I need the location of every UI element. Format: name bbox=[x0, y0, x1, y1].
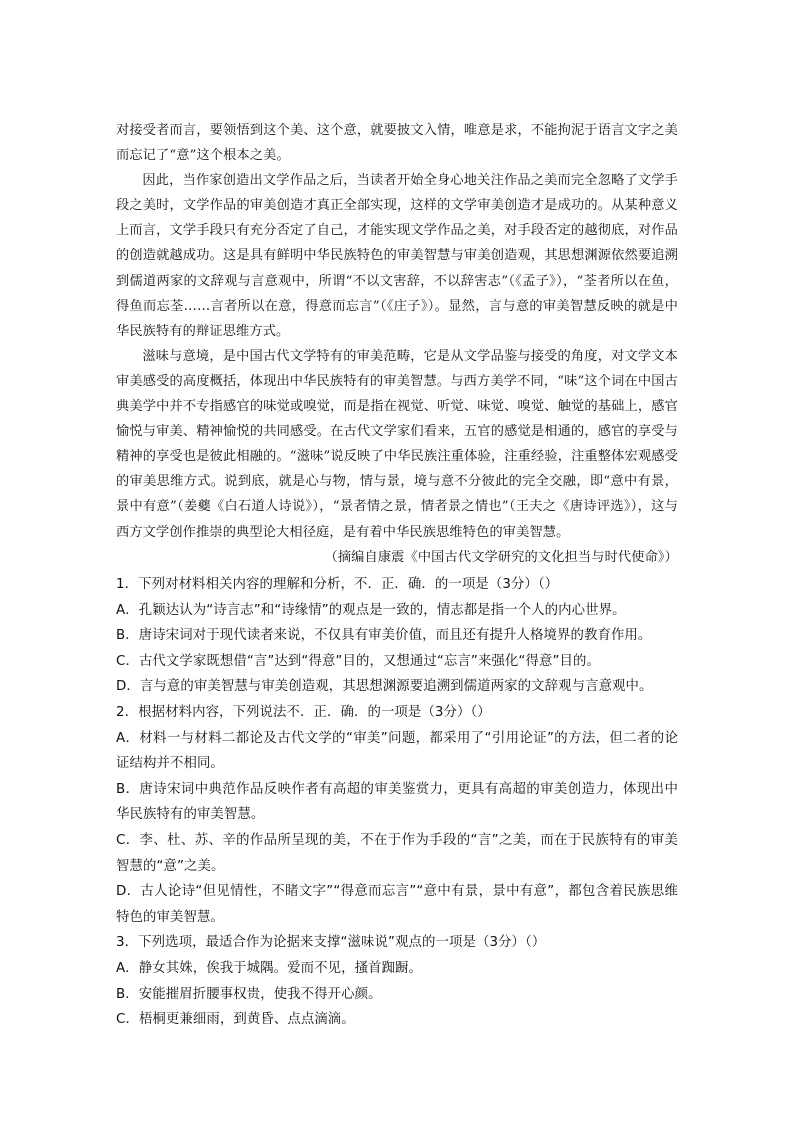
question-2-option-a: A．材料一与材料二都论及古代文学的“审美”问题，都采用了“引用论证”的方法，但二者的论证结构并不相同。 bbox=[116, 730, 678, 772]
reading-passage bbox=[116, 118, 678, 570]
passage-source: （摘编自康震《中国古代文学研究的文化担当与时代使命》） bbox=[324, 549, 678, 565]
question-3-option-b: B．安能摧眉折腰事权贵，使我不得开心颜。 bbox=[116, 986, 382, 1002]
passage-paragraph-2: 因此，当作家创造出文学作品之后，当读者开始全身心地关注作品之美而完全忽略了文学手段之美时，文学作品的审美创造才真正全部实现，这样的文学审美创造才是成功的。从某种意义上而言，文学手段只有充分否定了自己，才能实现文学作品之美，对手段否定的越彻底，对作品的创造就越成功。这是具有鲜明中华民族特色的审美智慧与审美创造观，其思想渊源依然要追溯到儒道两家的文辞观与言意观中，所谓“不以文害辞，不以辞害志”（《孟子》），“荃者所以在鱼，得鱼而忘荃……言者所以在意，得意而忘言”（《庄子》）。显然，言与意的审美智慧反映的就是中华民族特有的辩证思维方式。 bbox=[116, 173, 678, 339]
question-list bbox=[116, 572, 678, 1033]
question-1-option-d: D．言与意的审美智慧与审美创造观，其思想渊源要追溯到儒道两家的文辞观与言意观中。 bbox=[116, 679, 653, 695]
question-1-option-a: A．孔颖达认为“诗言志”和“诗缘情”的观点是一致的，情志都是指一个人的内心世界。 bbox=[116, 602, 626, 618]
passage-paragraph-3: 滋味与意境，是中国古代文学特有的审美范畴，它是从文学品鉴与接受的角度，对文学文本审美感受的高度概括，体现出中华民族特有的审美智慧。与西方美学不同，“味”这个词在中国古典美学中并不专指感官的味觉或嗅觉，而是指在视觉、听觉、味觉、嗅觉、触觉的基础上，感官愉悦与审美、精神愉悦的共同感受。在古代文学家们看来，五官的感觉是相通的，感官的享受与精神的享受也是彼此相融的。“滋味”说反映了中华民族注重体验，注重经验，注重整体宏观感受的审美思维方式。说到底，就是心与物，情与景，境与意不分彼此的完全交融，即“意中有景，景中有意”（姜夔《白石道人诗说》），“景者情之景，情者景之情也”（王夫之《唐诗评选》），这与西方文学创作推崇的典型论大相径庭，是有着中华民族思维特色的审美智慧。 bbox=[116, 348, 678, 540]
question-3-option-a: A．静女其姝，俟我于城隅。爱而不见，搔首踟蹰。 bbox=[116, 960, 423, 976]
question-1-option-b: B．唐诗宋词对于现代读者来说，不仅具有审美价值，而且还有提升人格境界的教育作用。 bbox=[116, 628, 652, 644]
passage-paragraph-1: 对接受者而言，要领悟到这个美、这个意，就要披文入情，唯意是求，不能拘泥于语言文字之美而忘记了“意”这个根本之美。 bbox=[116, 123, 678, 164]
question-1-stem: 1．下列对材料相关内容的理解和分析，不．正．确．的一项是（3分）（） bbox=[116, 577, 559, 592]
question-2-option-b: B．唐诗宋词中典范作品反映作者有高超的审美鉴赏力，更具有高超的审美创造力，体现出中华民族特有的审美智慧。 bbox=[116, 781, 678, 823]
question-2-option-d: D．古人论诗“但见情性，不睹文字”“得意而忘言”“意中有景，景中有意”，都包含着民族思维特色的审美智慧。 bbox=[116, 884, 678, 925]
question-2-stem: 2．根据材料内容，下列说法不．正．确．的一项是（3分）（） bbox=[116, 704, 491, 720]
question-2-option-c: C．李、杜、苏、辛的作品所呈现的美，不在于作为手段的“言”之美，而在于民族特有的审美智慧的“意”之美。 bbox=[116, 832, 678, 874]
question-1-option-c: C．古代文学家既想借“言”达到“得意”目的，又想通过“忘言”来强化“得意”目的。 bbox=[116, 653, 600, 669]
question-3-option-c: C．梧桐更兼细雨，到黄昏、点点滴滴。 bbox=[116, 1012, 355, 1028]
question-3-stem: 3．下列选项，最适合作为论据来支撑“滋味说”观点的一项是（3分）（） bbox=[116, 935, 546, 951]
